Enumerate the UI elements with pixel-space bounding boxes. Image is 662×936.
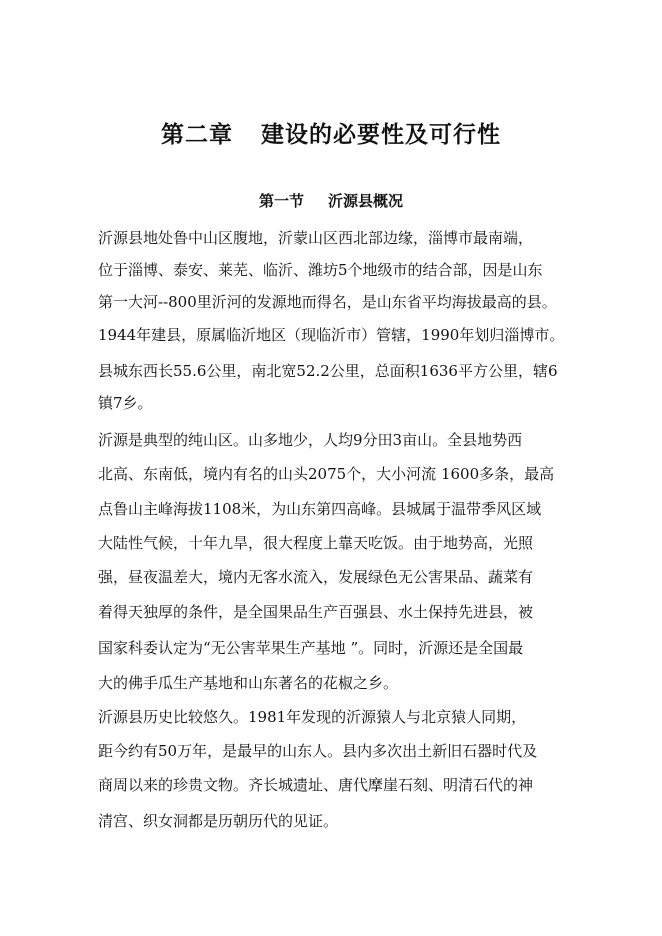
body-line: 镇7乡。 bbox=[98, 394, 153, 412]
section-title bbox=[0, 190, 662, 211]
body-line: 1944年建县，原属临沂地区（现临沂市）管辖，1990年划归淄博市。 bbox=[98, 326, 565, 344]
chapter-number: 第二章 bbox=[161, 121, 233, 148]
body-line: 县城东西长55.6公里，南北宽52.2公里，总面积1636平方公里，辖6 bbox=[98, 362, 558, 380]
section-number: 第一节 bbox=[258, 192, 304, 210]
body-line: 第一大河--800里沂河的发源地而得名，是山东省平均海拔最高的县。 bbox=[98, 293, 557, 311]
body-line: 沂源县地处鲁中山区腹地，沂蒙山区西北部边缘，淄博市最南端， bbox=[98, 229, 534, 247]
body-line: 清宫、织女洞都是历朝历代的见证。 bbox=[98, 812, 339, 830]
chapter-heading: 建设的必要性及可行性 bbox=[261, 121, 501, 148]
body-line: 沂源是典型的纯山区。山多地少，人均9分田3亩山。全县地势西 bbox=[98, 431, 523, 449]
body-line: 商周以来的珍贵文物。齐长城遗址、唐代摩崖石刻、明清石代的神 bbox=[98, 776, 534, 794]
body-line: 位于淄博、泰安、莱芜、临沂、潍坊5个地级市的结合部，因是山东 bbox=[98, 261, 543, 279]
section-heading: 沂源县概况 bbox=[328, 192, 404, 210]
body-line: 北高、东南低，境内有名的山头2075个，大小河流 1600多条，最高 bbox=[98, 465, 555, 483]
body-line: 强，昼夜温差大，境内无客水流入，发展绿色无公害果品、蔬菜有 bbox=[98, 568, 534, 586]
body-line: 点鲁山主峰海拔1108米，为山东第四高峰。县城属于温带季风区域 bbox=[98, 500, 542, 518]
body-line: 大陆性气候，十年九旱，很大程度上靠天吃饭。由于地势高，光照 bbox=[98, 534, 534, 552]
body-line: 着得天独厚的条件，是全国果品生产百强县、水土保持先进县，被 bbox=[98, 603, 534, 621]
body-line: 国家科委认定为“无公害苹果生产基地 ”。同时，沂源还是全国最 bbox=[98, 639, 524, 657]
chapter-title bbox=[0, 116, 662, 149]
body-line: 沂源县历史比较悠久。1981年发现的沂源猿人与北京猿人同期， bbox=[98, 708, 527, 726]
body-line: 距今约有50万年，是最早的山东人。县内多次出土新旧石器时代及 bbox=[98, 742, 538, 760]
body-line: 大的佛手瓜生产基地和山东著名的花椒之乡。 bbox=[98, 674, 399, 692]
